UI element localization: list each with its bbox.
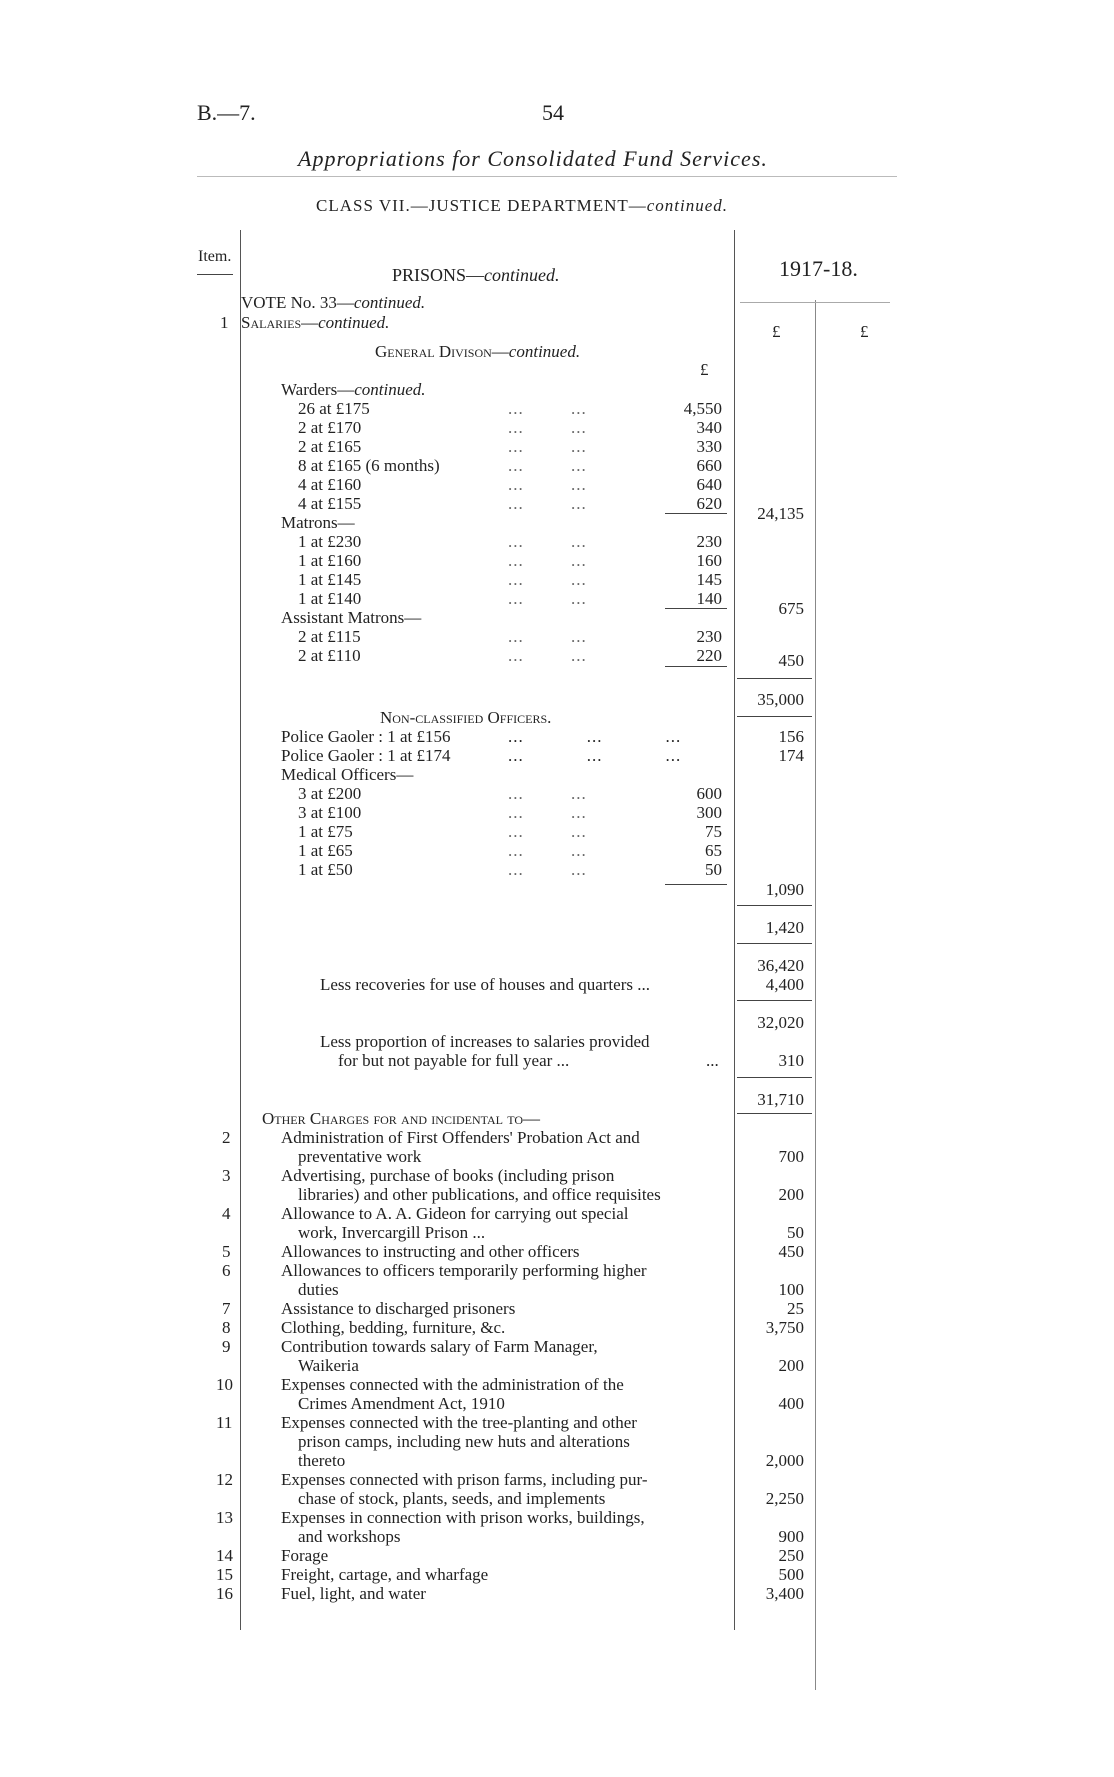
salaries-heading: Salaries—continued. [241, 313, 390, 332]
leader-dots: ... ... [508, 475, 587, 494]
medical-total: 1,090 [765, 880, 804, 899]
list-item-amount: 330 [696, 437, 722, 456]
leader-dots: ... ... ... [508, 727, 682, 746]
less-recoveries-amount: 4,400 [765, 975, 804, 994]
subtotal-rule [665, 608, 727, 609]
list-item-amount: 640 [696, 475, 722, 494]
leader-dots: ... ... [508, 822, 587, 841]
total-rule [737, 678, 812, 679]
leader-dots: ... ... [508, 551, 587, 570]
charge-description-3: thereto [298, 1451, 346, 1470]
item-number: 7 [222, 1299, 231, 1318]
list-item: Police Gaoler : 1 at £156 [281, 727, 451, 746]
charge-amount: 250 [778, 1546, 804, 1565]
charge-description-2: prison camps, including new huts and alterations [298, 1432, 630, 1451]
charge-amount: 900 [778, 1527, 804, 1546]
list-item-amount: 600 [696, 784, 722, 803]
charge-amount: 3,400 [765, 1584, 804, 1603]
list-item: 1 at £50 [298, 860, 353, 879]
list-item-amount: 300 [696, 803, 722, 822]
item-number: 11 [216, 1413, 233, 1432]
list-item-amount: 160 [696, 551, 722, 570]
item-column-label: Item. [198, 248, 232, 265]
list-item-amount: 65 [705, 841, 722, 860]
leader-dots: ... ... ... [508, 746, 682, 765]
leader-dots: ... ... [508, 803, 587, 822]
prisons-heading: PRISONS—continued. [392, 265, 560, 285]
list-item: 1 at £140 [298, 589, 362, 608]
item-number: 2 [222, 1128, 231, 1147]
list-item-amount: 75 [705, 822, 722, 841]
charge-amount: 450 [778, 1242, 804, 1261]
leader-dots: ... ... [508, 841, 587, 860]
subtotal: 36,420 [757, 956, 804, 975]
charge-amount: 200 [778, 1185, 804, 1204]
charge-description: Freight, cartage, and wharfage [281, 1565, 489, 1584]
less-recoveries-label: Less recoveries for use of houses and quarters ... [320, 975, 650, 994]
assistant-matrons-total: 450 [778, 651, 804, 670]
charge-description-2: chase of stock, plants, seeds, and implements [298, 1489, 606, 1508]
page-title: Appropriations for Consolidated Fund Services. [298, 146, 768, 171]
list-item: 3 at £200 [298, 784, 362, 803]
item-number: 9 [222, 1337, 231, 1356]
matrons-heading: Matrons— [281, 513, 355, 532]
charge-description-2: duties [298, 1280, 339, 1299]
charge-description: Advertising, purchase of books (including prison [281, 1166, 615, 1185]
charge-description: Contribution towards salary of Farm Manager, [281, 1337, 598, 1356]
item-number: 12 [216, 1470, 233, 1489]
item-number: 15 [216, 1565, 233, 1584]
charge-description-2: Waikeria [298, 1356, 359, 1375]
leader-dots: ... ... [508, 418, 587, 437]
amount-column-rule [734, 230, 735, 1630]
charge-amount: 700 [778, 1147, 804, 1166]
list-item: 1 at £75 [298, 822, 353, 841]
item-number: 8 [222, 1318, 231, 1337]
leader-dots: ... ... [508, 456, 587, 475]
charge-description: Administration of First Offenders' Probation Act and [281, 1128, 640, 1147]
general-division-heading: General Divison—continued. [375, 342, 581, 361]
list-item: 8 at £165 (6 months) [298, 456, 440, 475]
vote-heading: VOTE No. 33—continued. [241, 293, 426, 312]
total-rule [737, 943, 812, 944]
leader-dots: ... [706, 1051, 719, 1070]
warders-total: 24,135 [757, 504, 804, 523]
charge-description-2: work, Invercargill Prison ... [298, 1223, 486, 1242]
list-item-amount: 620 [696, 494, 722, 513]
charge-description: Allowance to A. A. Gideon for carrying out special [281, 1204, 629, 1223]
list-item: 1 at £160 [298, 551, 362, 570]
total-rule [737, 1000, 812, 1001]
pound-column-2: £ [860, 322, 869, 341]
item-header-rule [197, 274, 233, 275]
list-item: 4 at £155 [298, 494, 362, 513]
list-item-amount: 4,550 [683, 399, 722, 418]
list-item: 2 at £165 [298, 437, 362, 456]
assistant-matrons-heading: Assistant Matrons— [281, 608, 422, 627]
list-item-amount: 50 [705, 860, 722, 879]
item-number: 3 [222, 1166, 231, 1185]
total-rule [737, 1077, 812, 1078]
item-number: 1 [220, 313, 229, 332]
charge-description: Expenses connected with the administration of the [281, 1375, 624, 1394]
non-classified-heading: Non-classified Officers. [380, 708, 552, 727]
leader-dots: ... ... [508, 627, 587, 646]
pound-sign: £ [700, 360, 709, 379]
leader-dots: ... ... [508, 399, 587, 418]
after-recoveries: 32,020 [757, 1013, 804, 1032]
total-rule [737, 1113, 812, 1114]
list-item-amount: 230 [696, 627, 722, 646]
item-number: 4 [222, 1204, 231, 1223]
year-rule [740, 302, 890, 303]
list-item: 26 at £175 [298, 399, 370, 418]
other-charges-heading: Other Charges for and incidental to— [262, 1109, 541, 1128]
list-item: 1 at £230 [298, 532, 362, 551]
leader-dots: ... ... [508, 532, 587, 551]
charge-amount: 100 [778, 1280, 804, 1299]
list-item: Police Gaoler : 1 at £174 [281, 746, 451, 765]
charge-description-2: and workshops [298, 1527, 401, 1546]
charge-amount: 500 [778, 1565, 804, 1584]
list-item-amount: 145 [696, 570, 722, 589]
charge-amount: 2,250 [765, 1489, 804, 1508]
list-item-amount: 230 [696, 532, 722, 551]
charge-amount: 400 [778, 1394, 804, 1413]
net-salaries-total: 31,710 [757, 1090, 804, 1109]
charge-description: Clothing, bedding, furniture, &c. [281, 1318, 506, 1337]
leader-dots: ... ... [508, 860, 587, 879]
list-item: 2 at £115 [298, 627, 361, 646]
class-heading: CLASS VII.—JUSTICE DEPARTMENT—continued. [316, 196, 729, 215]
charge-amount: 2,000 [765, 1451, 804, 1470]
less-proportion-amount: 310 [778, 1051, 804, 1070]
medical-officers-heading: Medical Officers— [281, 765, 414, 784]
less-proportion-label-2: for but not payable for full year ... [338, 1051, 570, 1070]
leader-dots: ... ... [508, 646, 587, 665]
charge-description-2: Crimes Amendment Act, 1910 [298, 1394, 505, 1413]
charge-description: Fuel, light, and water [281, 1584, 426, 1603]
list-item: 2 at £170 [298, 418, 362, 437]
document-code: B.—7. [197, 100, 256, 125]
item-number: 6 [222, 1261, 231, 1280]
charge-description: Expenses connected with prison farms, including pur- [281, 1470, 648, 1489]
page-number: 54 [542, 100, 564, 125]
pound-column-1: £ [772, 322, 781, 341]
item-column-rule [240, 230, 241, 1630]
charge-description: Forage [281, 1546, 329, 1565]
subtotal-rule [665, 513, 727, 514]
item-number: 5 [222, 1242, 231, 1261]
leader-dots: ... ... [508, 784, 587, 803]
charge-description: Expenses in connection with prison works, buildings, [281, 1508, 645, 1527]
list-item-amount: 140 [696, 589, 722, 608]
list-item-amount: 174 [778, 746, 804, 765]
charge-description-2: libraries) and other publications, and office requisites [298, 1185, 661, 1204]
list-item-amount: 156 [778, 727, 804, 746]
list-item: 4 at £160 [298, 475, 362, 494]
non-classified-total: 1,420 [765, 918, 804, 937]
year-label: 1917-18. [779, 256, 858, 281]
total-rule [737, 716, 812, 717]
leader-dots: ... ... [508, 494, 587, 513]
header-rule [197, 176, 897, 177]
list-item: 2 at £110 [298, 646, 361, 665]
charge-amount: 25 [787, 1299, 804, 1318]
list-item-amount: 220 [696, 646, 722, 665]
leader-dots: ... ... [508, 437, 587, 456]
leader-dots: ... ... [508, 570, 587, 589]
charge-description: Expenses connected with the tree-planting and other [281, 1413, 637, 1432]
charge-description: Allowances to instructing and other officers [281, 1242, 580, 1261]
list-item-amount: 340 [696, 418, 722, 437]
list-item: 1 at £65 [298, 841, 353, 860]
less-proportion-label: Less proportion of increases to salaries provided [320, 1032, 650, 1051]
general-division-total: 35,000 [757, 690, 804, 709]
subtotal-rule [665, 666, 727, 667]
leader-dots: ... ... [508, 589, 587, 608]
list-item: 3 at £100 [298, 803, 362, 822]
charge-amount: 50 [787, 1223, 804, 1242]
total-rule [737, 905, 812, 906]
total-column-rule [815, 300, 816, 1690]
item-number: 13 [216, 1508, 233, 1527]
item-number: 10 [216, 1375, 233, 1394]
item-number: 16 [216, 1584, 233, 1603]
list-item: 1 at £145 [298, 570, 362, 589]
charge-description: Assistance to discharged prisoners [281, 1299, 516, 1318]
warders-heading: Warders—continued. [281, 380, 426, 399]
charge-amount: 200 [778, 1356, 804, 1375]
charge-description-2: preventative work [298, 1147, 422, 1166]
subtotal-rule [665, 884, 727, 885]
item-number: 14 [216, 1546, 233, 1565]
charge-amount: 3,750 [765, 1318, 804, 1337]
charge-description: Allowances to officers temporarily performing higher [281, 1261, 647, 1280]
list-item-amount: 660 [696, 456, 722, 475]
matrons-total: 675 [778, 599, 804, 618]
